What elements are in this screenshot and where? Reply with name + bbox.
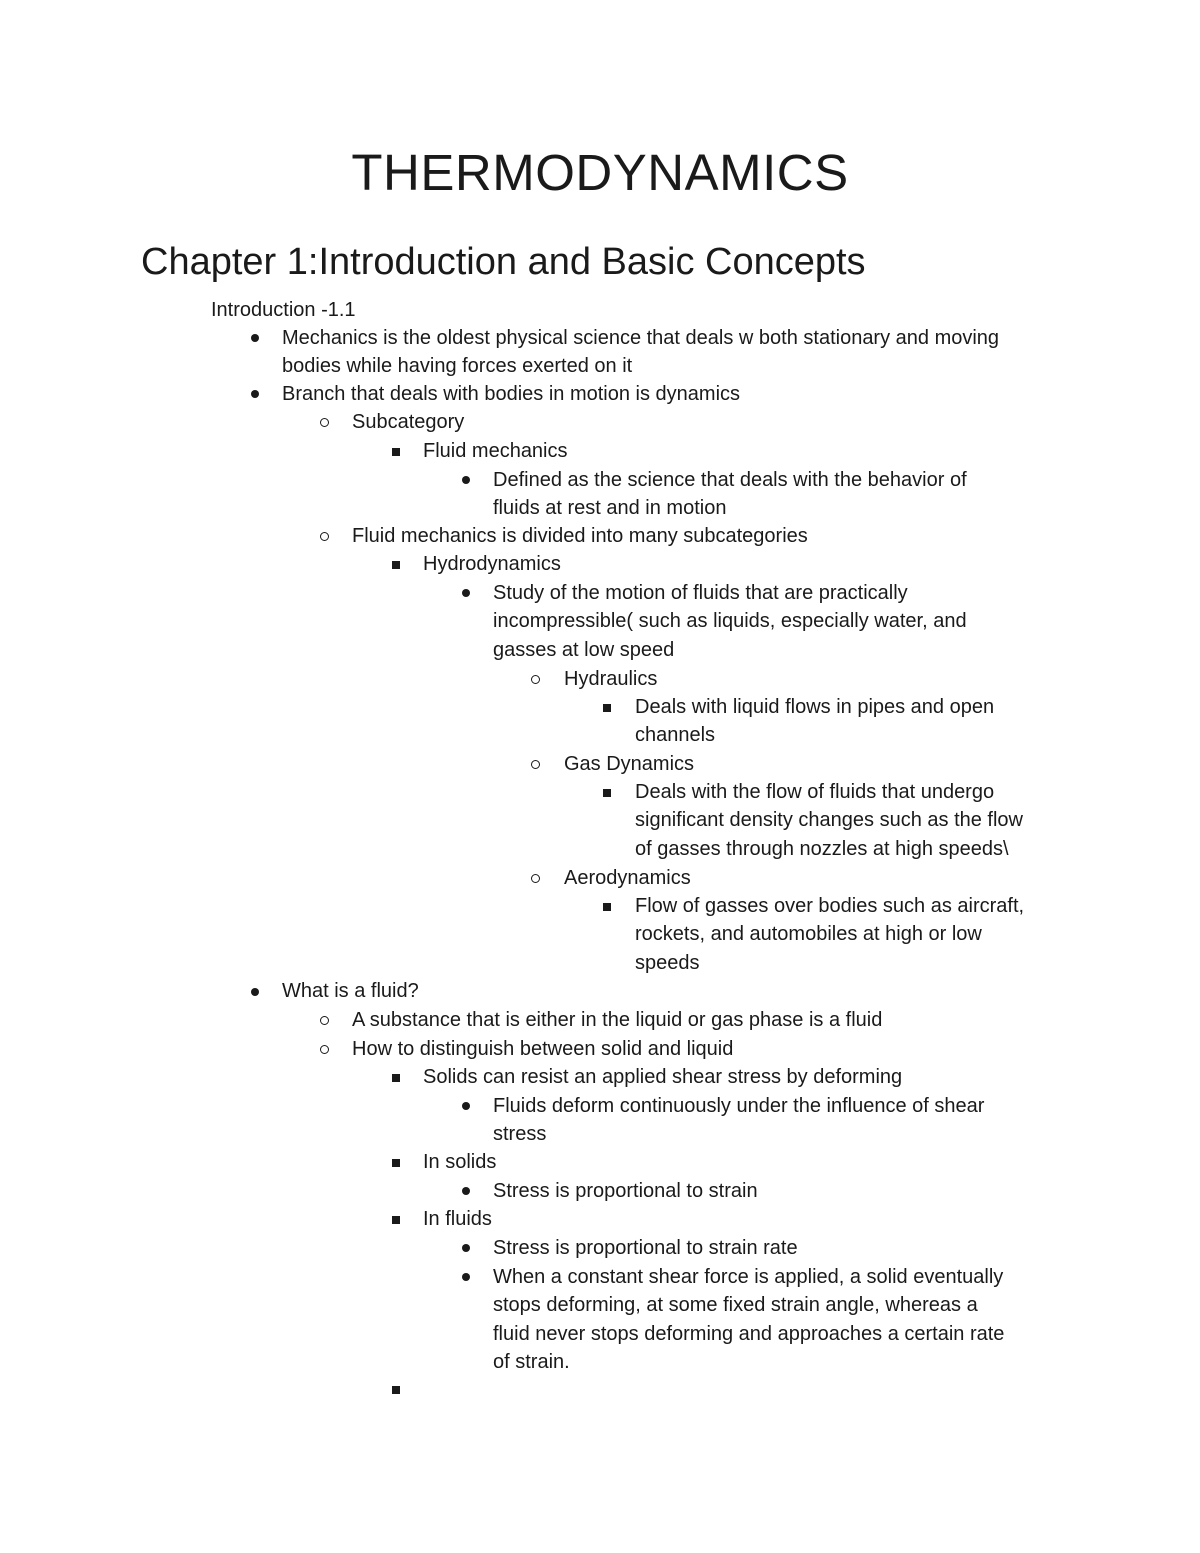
square-bullet-icon (392, 1386, 400, 1394)
square-bullet-icon (392, 561, 400, 569)
square-bullet-icon (392, 1159, 400, 1167)
circle-bullet-icon (320, 418, 329, 427)
list-item-continuation: incompressible( such as liquids, especially water, and (493, 610, 967, 632)
list-item: Aerodynamics (564, 867, 691, 889)
circle-bullet-icon (531, 760, 540, 769)
square-bullet-icon (392, 1074, 400, 1082)
list-item: Stress is proportional to strain (493, 1180, 758, 1202)
square-bullet-icon (603, 704, 611, 712)
section-label: Introduction -1.1 (211, 299, 356, 321)
circle-bullet-icon (531, 874, 540, 883)
square-bullet-icon (392, 448, 400, 456)
list-item: Subcategory (352, 411, 465, 433)
list-item-continuation: channels (635, 724, 716, 746)
list-item: Branch that deals with bodies in motion is dynamics (282, 383, 741, 405)
list-item-continuation: fluids at rest and in motion (493, 497, 727, 519)
list-item: In fluids (423, 1208, 492, 1230)
list-item: What is a fluid? (282, 980, 419, 1002)
list-item: Study of the motion of fluids that are practically (493, 582, 908, 604)
list-item: Deals with the flow of fluids that undergo (635, 781, 995, 803)
circle-bullet-icon (320, 1016, 329, 1025)
disc-bullet-icon (462, 1244, 470, 1252)
disc-bullet-icon (462, 1102, 470, 1110)
list-item: Hydrodynamics (423, 553, 561, 575)
list-item-continuation: gasses at low speed (493, 639, 675, 661)
list-item: How to distinguish between solid and liquid (352, 1038, 734, 1060)
list-item: Stress is proportional to strain rate (493, 1237, 798, 1259)
chapter-heading: Chapter 1:Introduction and Basic Concepts (141, 241, 866, 283)
square-bullet-icon (603, 789, 611, 797)
list-item-continuation: bodies while having forces exerted on it (282, 355, 633, 377)
list-item-continuation: of strain. (493, 1351, 570, 1373)
disc-bullet-icon (251, 390, 259, 398)
circle-bullet-icon (320, 1045, 329, 1054)
list-item-continuation: significant density changes such as the flow (635, 809, 1023, 831)
list-item: Flow of gasses over bodies such as aircraft, (635, 895, 1025, 917)
circle-bullet-icon (320, 532, 329, 541)
list-item: A substance that is either in the liquid or gas phase is a fluid (352, 1009, 883, 1031)
disc-bullet-icon (251, 988, 259, 996)
list-item: Solids can resist an applied shear stress by deforming (423, 1066, 903, 1088)
list-item: Hydraulics (564, 668, 658, 690)
list-item-continuation: stress (493, 1123, 547, 1145)
disc-bullet-icon (462, 476, 470, 484)
list-item: Gas Dynamics (564, 753, 695, 775)
disc-bullet-icon (251, 334, 259, 342)
list-item: Deals with liquid flows in pipes and open (635, 696, 995, 718)
list-item: Fluid mechanics (423, 440, 568, 462)
list-item-continuation: stops deforming, at some fixed strain angle, whereas a (493, 1294, 978, 1316)
disc-bullet-icon (462, 589, 470, 597)
list-item: In solids (423, 1151, 497, 1173)
circle-bullet-icon (531, 675, 540, 684)
list-item-continuation: of gasses through nozzles at high speeds\ (635, 838, 1009, 860)
list-item: Fluids deform continuously under the influence of shear (493, 1095, 985, 1117)
square-bullet-icon (603, 903, 611, 911)
disc-bullet-icon (462, 1273, 470, 1281)
disc-bullet-icon (462, 1187, 470, 1195)
list-item-continuation: speeds (635, 952, 700, 974)
list-item: Mechanics is the oldest physical science that deals w both stationary and moving (282, 327, 1000, 349)
list-item: Defined as the science that deals with the behavior of (493, 469, 967, 491)
square-bullet-icon (392, 1216, 400, 1224)
list-item-continuation: rockets, and automobiles at high or low (635, 923, 982, 945)
list-item-continuation: fluid never stops deforming and approaches a certain rate (493, 1323, 1005, 1345)
list-item: Fluid mechanics is divided into many subcategories (352, 525, 808, 547)
list-item: When a constant shear force is applied, a solid eventually (493, 1266, 1004, 1288)
page-title: THERMODYNAMICS (351, 144, 849, 201)
